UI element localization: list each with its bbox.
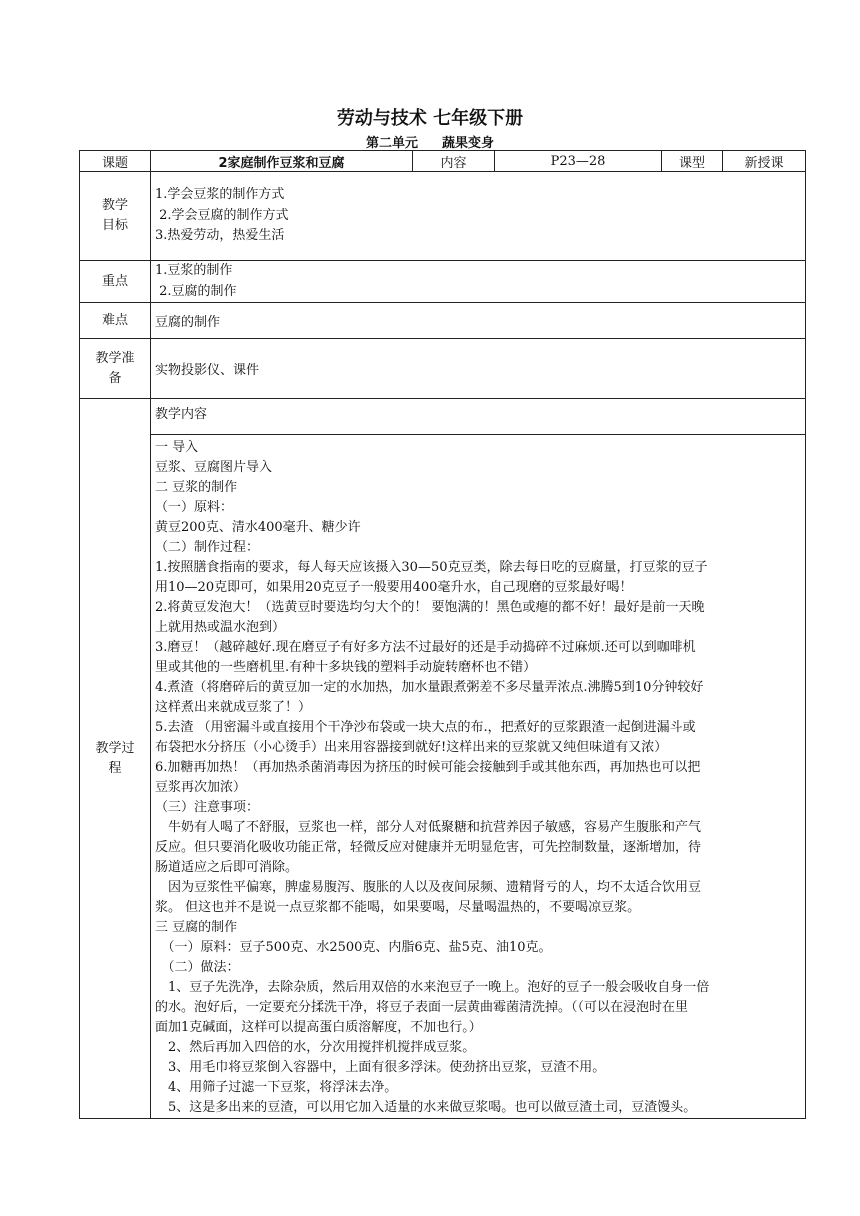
process-line: 反应。但只要消化吸收功能正常，轻微反应对健康并无明显危害，可先控制数量，逐渐增加，待 — [155, 840, 702, 855]
process-line: 2.将黄豆发泡大！（选黄豆时要选均匀大个的！ 要饱满的！黑色或瘪的都不好！最好是前一天晚 — [155, 600, 705, 615]
row-difficulty — [80, 303, 806, 339]
process-body — [151, 435, 805, 1118]
process-line: （三）注意事项： — [155, 800, 260, 815]
process-line: 二 豆浆的制作 — [155, 480, 238, 495]
row-preparation — [80, 339, 806, 399]
process-line: 面加1克碱面，这样可以提高蛋白质溶解度，不加也行。） — [155, 1020, 482, 1035]
process-line: 牛奶有人喝了不舒服，豆浆也一样，部分人对低聚糖和抗营养因子敏感，容易产生腹胀和产气 — [155, 820, 702, 835]
process-line: 一 导入 — [155, 440, 199, 455]
process-line: 4、用筛子过滤一下豆浆，将浮沫去净。 — [155, 1080, 398, 1095]
process-subheader: 教学内容 — [151, 399, 805, 435]
process-content — [151, 399, 806, 1119]
process-line: 这样煮出来就成豆浆了！） — [155, 700, 312, 715]
key-line: 1.豆浆的制作 — [155, 263, 233, 278]
process-line: 5.去渣 （用密漏斗或直接用个干净沙布袋或一块大点的布.，把煮好的豆浆跟渣一起倒进漏斗或 — [155, 720, 696, 735]
process-line: 豆浆再次加浓） — [155, 780, 247, 795]
preparation-content: 实物投影仪、课件 — [151, 339, 806, 399]
process-line: 2、然后再加入四倍的水，分次用搅拌机搅拌成豆浆。 — [155, 1040, 476, 1055]
process-line: 黄豆200克、清水400毫升、糖少许 — [155, 520, 361, 535]
process-line: 用10—20克即可，如果用20克豆子一般要用400毫升水，自己现磨的豆浆最好喝！ — [155, 580, 633, 595]
header-cell-content-label: 内容 — [413, 151, 495, 172]
process-line: 肠道适应之后即可消除。 — [155, 860, 299, 875]
process-label: 教学过 程 — [95, 740, 135, 776]
process-line: 因为豆浆性平偏寒，脾虚易腹泻、腹胀的人以及夜间尿频、遗精肾亏的人，均不太适合饮用豆 — [155, 880, 702, 895]
process-line: （二）制作过程： — [155, 540, 260, 555]
process-line: 6.加糖再加热！（再加热杀菌消毒因为挤压的时候可能会接触到手或其他东西，再加热也可以把 — [155, 760, 701, 775]
process-line: 的水。泡好后，一定要充分揉洗干净，将豆子表面一层黄曲霉菌清洗掉。（（可以在浸泡时在里 — [155, 1000, 689, 1015]
topic-label: 蔬果变身 — [442, 136, 495, 151]
header-cell-pages: P23—28 — [495, 151, 662, 172]
row-label — [80, 172, 151, 261]
row-label — [80, 399, 151, 1119]
row-key-points — [80, 261, 806, 303]
process-line: 5、这是多出来的豆渣，可以用它加入适量的水来做豆浆喝。也可以做豆渣土司，豆渣馒头。 — [155, 1100, 697, 1115]
row-goals — [80, 172, 806, 261]
key-points-label: 重点 — [80, 261, 151, 303]
goals-content — [151, 172, 806, 261]
process-line: 布袋把水分挤压（小心烫手）出来用容器接到就好!这样出来的豆浆就又纯但味道有又浓） — [155, 740, 668, 755]
process-line: 豆浆、豆腐图片导入 — [155, 460, 273, 475]
key-line: 2.豆腐的制作 — [155, 283, 237, 299]
process-line: 3.磨豆！（越碎越好.现在磨豆子有好多方法不过最好的还是手动捣碎不过麻烦.还可以到咖啡机 — [155, 640, 696, 655]
goals-label: 教学 目标 — [101, 198, 128, 233]
preparation-label: 教学准 备 — [95, 350, 135, 386]
header-cell-topic-label: 课题 — [80, 151, 151, 172]
page-subtitle — [0, 132, 860, 151]
process-line: （一）原料： — [155, 500, 234, 515]
page-title: 劳动与技术 七年级下册 — [336, 108, 524, 129]
difficulty-label: 难点 — [80, 303, 151, 339]
header-cell-type-label: 课型 — [662, 151, 723, 172]
goal-line: 2.学会豆腐的制作方式 — [155, 207, 289, 223]
row-label — [80, 339, 151, 399]
lesson-plan-table — [79, 150, 806, 1119]
goal-line: 1.学会豆浆的制作方式 — [155, 187, 285, 203]
process-line: （二）做法： — [155, 960, 240, 975]
header-cell-topic: 2家庭制作豆浆和豆腐 — [151, 151, 413, 172]
row-process — [80, 399, 806, 1119]
process-line: 三 豆腐的制作 — [155, 920, 238, 935]
process-line: 1.按照膳食指南的要求，每人每天应该摄入30—50克豆类，除去每日吃的豆腐量，打豆浆的豆子 — [155, 560, 708, 575]
process-line: 上就用热或温水泡到） — [155, 620, 286, 635]
goal-line: 3.热爱劳动，热爱生活 — [155, 228, 285, 244]
difficulty-content: 豆腐的制作 — [151, 303, 806, 339]
header-cell-type: 新授课 — [723, 151, 806, 172]
header-row — [80, 151, 806, 172]
process-line: 1、豆子先洗净，去除杂质，然后用双倍的水来泡豆子一晚上。泡好的豆子一般会吸收自身一倍 — [155, 980, 710, 995]
process-line: （一）原料：豆子500克、水2500克、内脂6克、盐5克、油10克。 — [155, 940, 552, 955]
process-line: 4.煮渣（将磨碎后的黄豆加一定的水加热，加水量跟煮粥差不多尽量弄浓点.沸腾5到10分钟较好 — [155, 680, 704, 695]
process-line: 浆。 但这也并不是说一点豆浆都不能喝，如果要喝，尽量喝温热的，不要喝凉豆浆。 — [155, 900, 641, 915]
key-points-content — [151, 261, 806, 303]
unit-label: 第二单元 — [365, 136, 418, 151]
process-line: 里或其他的一些磨机里.有种十多块钱的塑料手动旋转磨杯也不错） — [155, 660, 537, 675]
process-line: 3、用毛巾将豆浆倒入容器中，上面有很多浮沫。使劲挤出豆浆，豆渣不用。 — [155, 1060, 606, 1075]
